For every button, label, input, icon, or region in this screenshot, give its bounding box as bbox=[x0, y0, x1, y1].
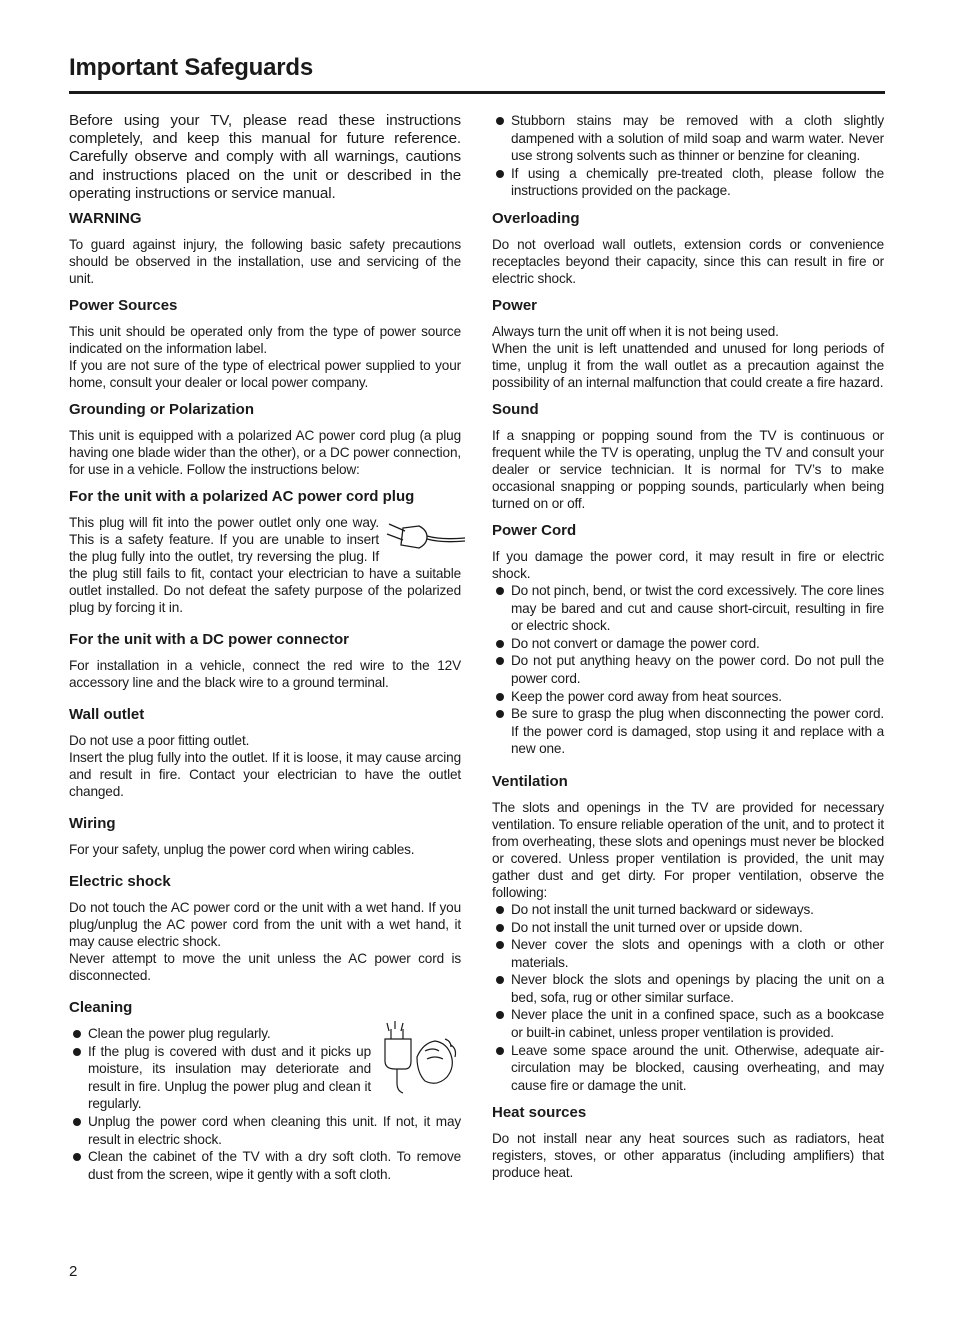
page-number: 2 bbox=[69, 1263, 78, 1280]
section-dc-connector bbox=[69, 631, 461, 691]
section-wiring bbox=[69, 815, 461, 858]
section-cleaning-continued bbox=[492, 112, 884, 200]
polarized-plug-icon bbox=[385, 516, 467, 556]
power-sources-heading: Power Sources bbox=[69, 297, 178, 315]
overloading-heading: Overloading bbox=[492, 209, 580, 227]
power-cord-heading: Power Cord bbox=[492, 521, 577, 539]
section-warning bbox=[69, 210, 461, 287]
electric-shock-text-1: Do not touch the AC power cord or the unit with a wet hand. If you plug/unplug the AC power cord from the unit with a wet hand, it may cause electric shock. bbox=[69, 900, 461, 950]
page-title: Important Safeguards bbox=[69, 54, 314, 81]
list-item: Never place the unit in a confined space, such as a bookcase or built-in cabinet, unless proper ventilation is provided. bbox=[492, 1006, 884, 1041]
dc-connector-heading: For the unit with a DC power connector bbox=[69, 631, 350, 649]
warning-heading: WARNING bbox=[69, 210, 142, 228]
cleaning-continued-list bbox=[492, 112, 884, 200]
section-overloading bbox=[492, 210, 884, 287]
ventilation-list bbox=[492, 901, 884, 1095]
grounding-text: This unit is equipped with a polarized AC power cord plug (a plug having one blade wider than the other), or a DC power connection, for use in a vehicle. Follow the instructions below: bbox=[69, 428, 461, 478]
left-column bbox=[69, 112, 461, 1193]
wall-outlet-text-1: Do not use a poor fitting outlet. bbox=[69, 733, 250, 749]
list-item: Clean the cabinet of the TV with a dry soft cloth. To remove dust from the screen, wipe it gently with a soft cloth. bbox=[69, 1148, 461, 1183]
section-power-cord bbox=[492, 522, 884, 758]
list-item: Do not pinch, bend, or twist the cord excessively. The core lines may be bared and cut and cause short-circuit, resulting in fire or electric shock. bbox=[492, 582, 884, 635]
list-item: If the plug is covered with dust and it picks up moisture, its insulation may deteriorate and result in fire. Unplug the power plug and clean it regularly. bbox=[69, 1043, 461, 1113]
list-item: Keep the power cord away from heat sources. bbox=[492, 688, 884, 706]
warning-text: To guard against injury, the following basic safety precautions should be observed in the installation, use and servicing of the unit. bbox=[69, 237, 461, 287]
title-rule bbox=[69, 91, 885, 94]
polarized-heading: For the unit with a polarized AC power cord plug bbox=[69, 488, 415, 506]
electric-shock-text-2: Never attempt to move the unit unless the AC power cord is disconnected. bbox=[69, 951, 461, 984]
section-wall-outlet bbox=[69, 706, 461, 800]
list-item: Do not put anything heavy on the power cord. Do not pull the power cord. bbox=[492, 652, 884, 687]
wall-outlet-heading: Wall outlet bbox=[69, 706, 145, 724]
grounding-heading: Grounding or Polarization bbox=[69, 401, 254, 419]
section-cleaning bbox=[69, 999, 461, 1183]
list-item: Never block the slots and openings by placing the unit on a bed, sofa, rug or other similar surface. bbox=[492, 971, 884, 1006]
power-sources-text-1: This unit should be operated only from the type of power source indicated on the information label. bbox=[69, 324, 461, 357]
electric-shock-heading: Electric shock bbox=[69, 873, 171, 891]
section-power bbox=[492, 297, 884, 391]
list-item: Do not install the unit turned over or upside down. bbox=[492, 919, 884, 937]
cleaning-list bbox=[69, 1025, 461, 1183]
section-sound bbox=[492, 401, 884, 512]
wall-outlet-text-2: Insert the plug fully into the outlet. If it is loose, it may cause arcing and result in fire. Contact your electrician to have the outlet changed. bbox=[69, 750, 461, 800]
ventilation-text: The slots and openings in the TV are provided for necessary ventilation. To ensure reliable operation of the unit, and to protect it from overheating, these slots and openings must never be blocked or covered. Unless proper ventilation is provided, the unit may gather dust and get dirty. For proper ventilation, observe the following: bbox=[492, 799, 884, 900]
intro-text: Before using your TV, please read these instructions completely, and keep this manual for future reference. Carefully observe and comply with all warnings, cautions and instructions placed on the unit or described in the operating instructions or service manual. bbox=[69, 112, 461, 202]
list-item: Leave some space around the unit. Otherwise, adequate air-circulation may be blocked, causing overheating, and may cause fire or damage the unit. bbox=[492, 1042, 884, 1095]
list-item: Clean the power plug regularly. bbox=[69, 1025, 461, 1043]
section-ventilation bbox=[492, 773, 884, 1095]
heat-sources-text: Do not install near any heat sources such as radiators, heat registers, stoves, or other apparatus (including amplifiers) that produce heat. bbox=[492, 1131, 884, 1181]
overloading-text: Do not overload wall outlets, extension cords or convenience receptacles beyond their capacity, since this can result in fire or electric shock. bbox=[492, 236, 884, 286]
sound-heading: Sound bbox=[492, 400, 539, 418]
section-polarized-plug bbox=[69, 488, 461, 616]
power-text-2: When the unit is left unattended and unused for long periods of time, unplug it from the wall outlet as a precaution against the possibility of an internal malfunction that could create a fire hazard. bbox=[492, 340, 884, 390]
polarized-text: This plug will fit into the power outlet only one way. This is a safety feature. If you are unable to insert the plug fully into the outlet, try reversing the plug. If the plug still fails to fit, contact your electrician to have a suitable outlet installed. Do not defeat the safety purpose of the polarized plug by forcing it in. bbox=[69, 515, 461, 616]
cleaning-heading: Cleaning bbox=[69, 999, 133, 1017]
list-item: Stubborn stains may be removed with a cloth slightly dampened with a solution of mild soap and warm water. Never use strong solvents such as thinner or benzine for cleaning. bbox=[492, 112, 884, 165]
ventilation-heading: Ventilation bbox=[492, 772, 568, 790]
list-item: Never cover the slots and openings with a cloth or other materials. bbox=[492, 936, 884, 971]
section-power-sources bbox=[69, 297, 461, 391]
list-item: Unplug the power cord when cleaning this unit. If not, it may result in electric shock. bbox=[69, 1113, 461, 1148]
power-text-1: Always turn the unit off when it is not being used. bbox=[492, 323, 779, 339]
wiring-text: For your safety, unplug the power cord when wiring cables. bbox=[69, 842, 415, 858]
section-grounding bbox=[69, 401, 461, 478]
dc-connector-text: For installation in a vehicle, connect the red wire to the 12V accessory line and the black wire to a ground terminal. bbox=[69, 658, 461, 691]
power-sources-text-2: If you are not sure of the type of electrical power supplied to your home, consult your dealer or local power company. bbox=[69, 358, 461, 391]
right-column bbox=[492, 112, 884, 1191]
section-electric-shock bbox=[69, 873, 461, 984]
list-item: If using a chemically pre-treated cloth, please follow the instructions provided on the package. bbox=[492, 165, 884, 200]
list-item: Be sure to grasp the plug when disconnecting the power cord. If the power cord is damaged, stop using it and replace with a new one. bbox=[492, 705, 884, 758]
heat-sources-heading: Heat sources bbox=[492, 1104, 587, 1122]
power-cord-text: If you damage the power cord, it may result in fire or electric shock. bbox=[492, 548, 884, 581]
power-heading: Power bbox=[492, 296, 538, 314]
sound-text: If a snapping or popping sound from the TV is continuous or frequent while the TV is operating, unplug the TV and consult your dealer or service technician. It is normal for TV’s to make occasional snapping or popping sounds, particularly when being turned on or off. bbox=[492, 427, 884, 511]
power-cord-list bbox=[492, 582, 884, 758]
list-item: Do not install the unit turned backward or sideways. bbox=[492, 901, 884, 919]
list-item: Do not convert or damage the power cord. bbox=[492, 635, 884, 653]
wiring-heading: Wiring bbox=[69, 815, 116, 833]
section-heat-sources bbox=[492, 1104, 884, 1181]
